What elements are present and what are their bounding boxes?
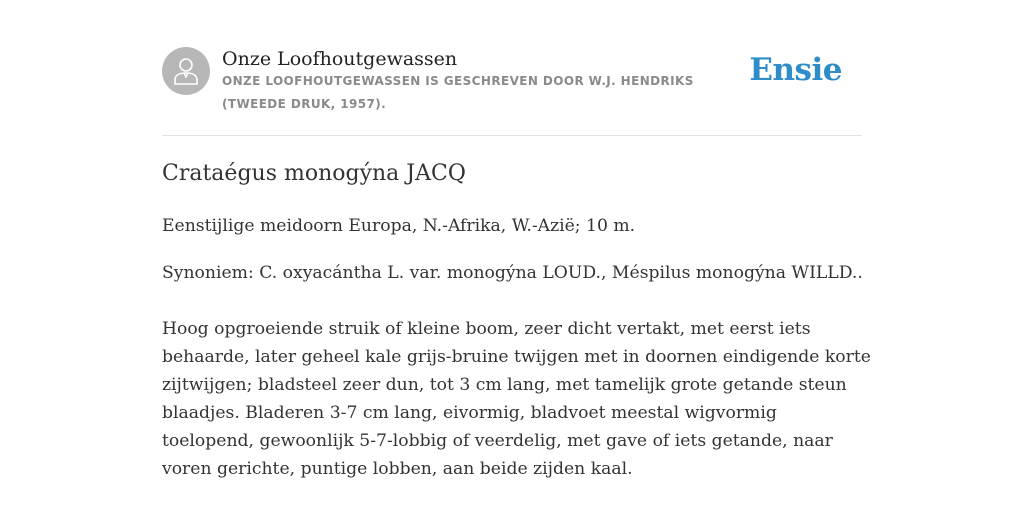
user-icon: [174, 57, 198, 85]
source-description: ONZE LOOFHOUTGEWASSEN IS GESCHREVEN DOOR W.J. HENDRIKS (TWEEDE DRUK, 1957).: [222, 74, 694, 111]
source-title-link[interactable]: Onze Loofhoutgewassen: [222, 48, 458, 70]
source-header: [162, 46, 862, 135]
entry-headword: Crataégus monogýna JACQ: [162, 161, 466, 186]
entry-paragraph-synonyms: Synoniem: C. oxyacántha L. var. monogýna LOUD., Méspilus monogýna WILLD..: [162, 263, 863, 283]
brand-logo-link[interactable]: Ensie: [749, 52, 842, 88]
avatar[interactable]: [162, 47, 210, 95]
entry-paragraph-common-name: Eenstijlige meidoorn Europa, N.-Afrika, W.-Azië; 10 m.: [162, 216, 636, 236]
header-divider: [162, 135, 862, 136]
entry-paragraph-description: Hoog opgroeiende struik of kleine boom, zeer dicht vertakt, met eerst iets behaarde, later geheel kale grijs-bruine twijgen met in doornen eindigende korte zijtwijgen; bladsteel zeer dun, tot 3 cm lang, met tamelijk grote getande steun blaadjes. Bladeren 3-7 cm lang, eivormig, bladvoet meestal wigvormig toelopend, gewoonlijk 5-7-lobbig of veerdelig, met gave of iets getande, naar voren gerichte, puntige lobben, aan beide zijden kaal.: [162, 319, 871, 479]
